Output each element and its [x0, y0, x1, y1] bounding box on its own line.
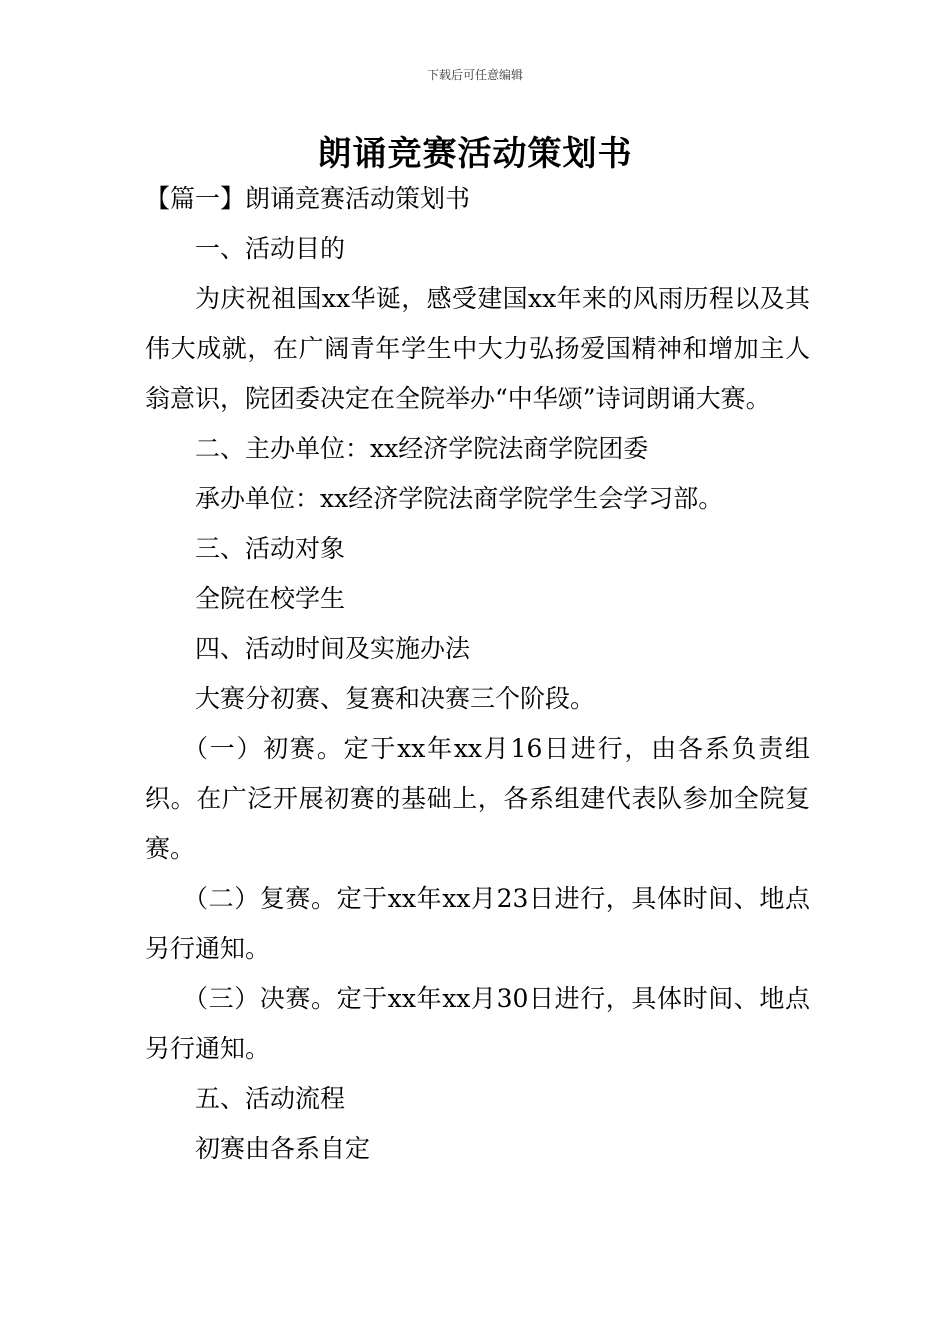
section-heading-part-one: 【篇一】朗诵竞赛活动策划书	[145, 184, 471, 213]
paragraph-final-round: （三）决赛。定于xx年xx月30日进行，具体时间、地点另行通知。	[145, 984, 810, 1063]
header-note: 下载后可任意编辑	[426, 68, 523, 82]
heading-activity-process: 五、活动流程	[195, 1084, 346, 1113]
heading-participants: 三、活动对象	[195, 534, 346, 563]
paragraph-stages: 大赛分初赛、复赛和决赛三个阶段。	[195, 684, 596, 713]
paragraph-preliminary-round: （一）初赛。定于xx年xx月16日进行，由各系负责组织。在广泛开展初赛的基础上，各系组建代表队参加全院复赛。	[145, 734, 810, 863]
document-body	[145, 174, 810, 1174]
heading-organizer: 二、主办单位：xx经济学院法商学院团委	[195, 434, 649, 463]
paragraph-purpose: 为庆祝祖国xx华诞，感受建国xx年来的风雨历程以及其伟大成就，在广阔青年学生中大力弘扬爱国精神和增加主人翁意识，院团委决定在全院举办“中华颂”诗词朗诵大赛。	[145, 284, 810, 413]
paragraph-co-organizer: 承办单位：xx经济学院法商学院学生会学习部。	[195, 484, 724, 513]
paragraph-participants: 全院在校学生	[195, 584, 346, 613]
paragraph-preliminary-process: 初赛由各系自定	[195, 1134, 371, 1163]
document-title: 朗诵竞赛活动策划书	[317, 134, 633, 174]
paragraph-second-round: （二）复赛。定于xx年xx月23日进行，具体时间、地点另行通知。	[145, 884, 810, 963]
heading-activity-purpose: 一、活动目的	[195, 234, 346, 263]
heading-time-and-method: 四、活动时间及实施办法	[195, 634, 471, 663]
